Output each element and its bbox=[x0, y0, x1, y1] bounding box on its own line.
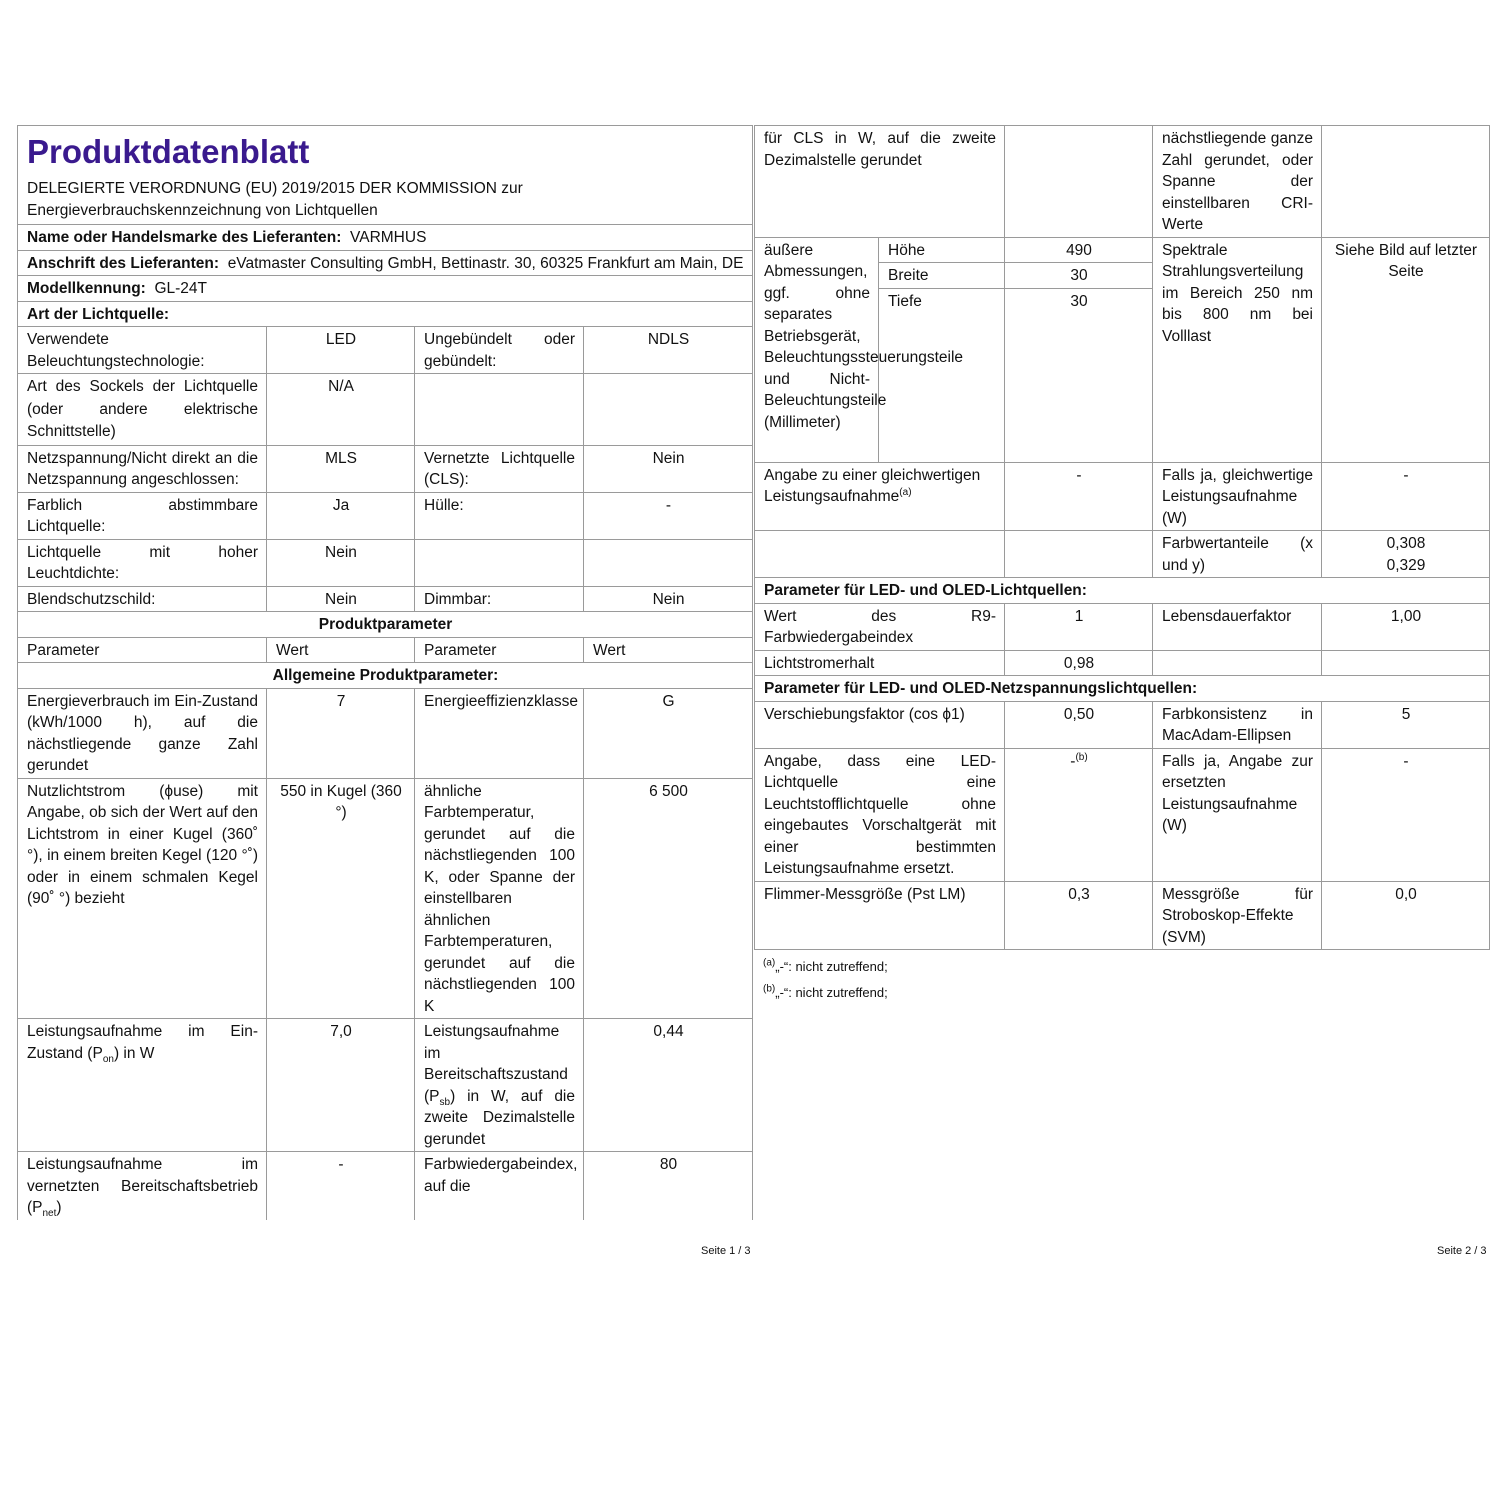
type-cell: Lichtquelle mit hoher Leuchtdichte: bbox=[18, 539, 267, 586]
replace-yes-value: - bbox=[1322, 748, 1490, 881]
regulation-line-2: Energieverbrauchskennzeichnung von Lichtquellen bbox=[27, 202, 378, 219]
spectral-label: Spektrale Strahlungsverteilung im Bereich 250 nm bis 800 nm bei Volllast bbox=[1153, 237, 1322, 462]
type-cell: MLS bbox=[267, 445, 415, 492]
type-cell: Verwendete Beleuchtungstechnologie: bbox=[18, 327, 267, 374]
cri-label: Farbwiedergabeindex, auf die bbox=[415, 1152, 584, 1220]
lifetime-label: Lebensdauerfaktor bbox=[1153, 603, 1322, 650]
lightsource-type-row bbox=[18, 301, 753, 327]
supplier-name-label: Name oder Handelsmarke des Lieferanten: bbox=[27, 229, 342, 246]
footnote-a bbox=[763, 954, 1489, 980]
p-sb-label: Leistungsaufnahme im Bereitschaftszustand (P bbox=[424, 1023, 568, 1105]
type-row bbox=[18, 445, 753, 492]
dimensions-row bbox=[755, 237, 1490, 263]
replace-sup: (b) bbox=[1075, 751, 1088, 763]
type-cell: Nein bbox=[584, 445, 753, 492]
flicker-label: Flimmer-Messgröße (Pst LM) bbox=[755, 881, 1005, 950]
column-header-param: Parameter bbox=[415, 637, 584, 663]
type-row bbox=[18, 539, 753, 586]
cos-label: Verschiebungsfaktor (cos ϕ1) bbox=[755, 701, 1005, 748]
p-net-value: - bbox=[267, 1152, 415, 1220]
replace-value: - bbox=[1070, 752, 1076, 770]
r9-row bbox=[755, 603, 1490, 650]
chroma-values bbox=[1322, 531, 1490, 578]
type-cell: Farblich abstimmbare Lichtquelle: bbox=[18, 492, 267, 539]
footnote-b bbox=[763, 980, 1489, 1006]
power-row bbox=[18, 1019, 753, 1152]
type-row bbox=[18, 374, 753, 446]
spectral-value: Siehe Bild auf letzter Seite bbox=[1322, 237, 1490, 462]
width-value: 30 bbox=[1005, 263, 1153, 289]
macadam-value: 5 bbox=[1322, 701, 1490, 748]
p-net-label-cell bbox=[18, 1152, 267, 1220]
type-row bbox=[18, 327, 753, 374]
led-heading-row bbox=[755, 578, 1490, 604]
type-cell: Nein bbox=[267, 586, 415, 612]
supplier-address-value: eVatmaster Consulting GmbH, Bettinastr. 30, 60325 Frankfurt am Main, DE bbox=[227, 254, 744, 272]
cos-value: 0,50 bbox=[1005, 701, 1153, 748]
type-row bbox=[18, 586, 753, 612]
led-params-heading: Parameter für LED- und OLED-Lichtquellen: bbox=[755, 578, 1490, 604]
general-cell: Nutzlichtstrom (ϕuse) mit Angabe, ob sich der Wert auf den Lichtstrom in einer Kugel (360˚ °), in einem breiten Kegel (120 °˚) oder in einem schmalen Kegel (90˚ °) bezieht bbox=[18, 778, 267, 1019]
page-2 bbox=[754, 125, 1489, 1006]
depth-value: 30 bbox=[1005, 288, 1153, 462]
depth-label: Tiefe bbox=[879, 288, 1005, 462]
chroma-y: 0,329 bbox=[1386, 556, 1426, 574]
type-cell: Vernetzte Lichtquelle (CLS): bbox=[415, 445, 584, 492]
footnote-a-mark: (a) bbox=[763, 957, 776, 969]
empty-cell bbox=[1005, 531, 1153, 578]
column-header-value: Wert bbox=[584, 637, 753, 663]
general-cell: 550 in Kugel (360 °) bbox=[267, 778, 415, 1019]
p-on-label-cell bbox=[18, 1019, 267, 1152]
p-on-label: Leistungsaufnahme im Ein-Zustand (P bbox=[27, 1023, 258, 1062]
model-label: Modellkennung: bbox=[27, 280, 146, 297]
mains-params-heading: Parameter für LED- und OLED-Netzspannungslichtquellen: bbox=[755, 676, 1490, 702]
net-row bbox=[18, 1152, 753, 1220]
flicker-row bbox=[755, 881, 1490, 950]
mains-heading-row bbox=[755, 676, 1490, 702]
macadam-label: Farbkonsistenz in MacAdam-Ellipsen bbox=[1153, 701, 1322, 748]
general-cell: ähnliche Farbtemperatur, gerundet auf die nächstliegenden 100 K, oder Spanne der einstellbaren ähnlichen Farbtemperaturen, gerundet auf die nächstliegenden 100 K bbox=[415, 778, 584, 1019]
cri-value: 80 bbox=[584, 1152, 753, 1220]
p-on-sub: on bbox=[102, 1053, 114, 1065]
lumen-value: 0,98 bbox=[1005, 650, 1153, 676]
continuation-right-cell: nächstliegende ganze Zahl gerundet, oder Spanne der einstellbaren CRI-Werte bbox=[1153, 126, 1322, 238]
column-header-value: Wert bbox=[267, 637, 415, 663]
height-value: 490 bbox=[1005, 237, 1153, 263]
equiv-label: Angabe zu einer gleichwertigen Leistungsaufnahme bbox=[764, 466, 981, 505]
supplier-address-cell bbox=[18, 250, 753, 276]
page-1 bbox=[17, 125, 752, 1220]
general-cell: Energieeffizienzklasse bbox=[415, 688, 584, 778]
lumen-label: Lichtstromerhalt bbox=[755, 650, 1005, 676]
general-cell: G bbox=[584, 688, 753, 778]
r9-value: 1 bbox=[1005, 603, 1153, 650]
equiv-power-row bbox=[755, 462, 1490, 531]
type-cell bbox=[584, 374, 753, 446]
page-number-2: Seite 2 / 3 bbox=[1437, 1245, 1487, 1257]
datasheet-table-page1 bbox=[17, 125, 753, 1220]
chroma-label: Farbwertanteile (x und y) bbox=[1153, 531, 1322, 578]
equiv-yes-label: Falls ja, gleichwertige Leistungsaufnahme (W) bbox=[1153, 462, 1322, 531]
footnote-b-mark: (b) bbox=[763, 983, 776, 995]
svm-label: Messgröße für Stroboskop-Effekte (SVM) bbox=[1153, 881, 1322, 950]
replace-value-cell bbox=[1005, 748, 1153, 881]
r9-label: Wert des R9-Farbwiedergabeindex bbox=[755, 603, 1005, 650]
replace-label: Angabe, dass eine LED-Lichtquelle eine Leuchtstofflichtquelle ohne eingebautes Vorschaltgerät mit einer bestimmten Leistungsaufnahme ersetzt. bbox=[755, 748, 1005, 881]
replace-row bbox=[755, 748, 1490, 881]
equiv-yes-value: - bbox=[1322, 462, 1490, 531]
empty-cell bbox=[1005, 126, 1153, 238]
type-cell: N/A bbox=[267, 374, 415, 446]
type-cell: - bbox=[584, 492, 753, 539]
general-cell: Energieverbrauch im Ein-Zustand (kWh/1000 h), auf die nächstliegende ganze Zahl gerundet bbox=[18, 688, 267, 778]
type-cell bbox=[415, 539, 584, 586]
model-row bbox=[18, 276, 753, 302]
general-row bbox=[18, 778, 753, 1019]
p-net-unit: ) bbox=[56, 1199, 62, 1216]
header-row bbox=[18, 126, 753, 225]
p-net-sub: net bbox=[42, 1208, 57, 1220]
chroma-row bbox=[755, 531, 1490, 578]
model-cell bbox=[18, 276, 753, 302]
p-on-unit: ) in W bbox=[113, 1044, 155, 1062]
lumen-row bbox=[755, 650, 1490, 676]
replace-yes-label: Falls ja, Angabe zur ersetzten Leistungsaufnahme (W) bbox=[1153, 748, 1322, 881]
type-cell: NDLS bbox=[584, 327, 753, 374]
p-sb-unit: ) in W, auf die zweite Dezimalstelle gerundet bbox=[424, 1087, 575, 1148]
supplier-name-row bbox=[18, 225, 753, 251]
model-value: GL-24T bbox=[154, 280, 208, 297]
empty-cell bbox=[1322, 126, 1490, 238]
p-sb-sub: sb bbox=[439, 1096, 451, 1108]
type-cell bbox=[584, 539, 753, 586]
supplier-name-cell bbox=[18, 225, 753, 251]
equiv-value: - bbox=[1005, 462, 1153, 531]
supplier-name-value: VARMHUS bbox=[350, 229, 427, 246]
general-cell: 7 bbox=[267, 688, 415, 778]
type-cell: Nein bbox=[584, 586, 753, 612]
p-net-label: Leistungsaufnahme im vernetzten Bereitschaftsbetrieb (P bbox=[27, 1156, 258, 1216]
equiv-sup: (a) bbox=[899, 486, 912, 498]
product-params-heading-row bbox=[18, 612, 753, 638]
svm-value: 0,0 bbox=[1322, 881, 1490, 950]
header-cell bbox=[18, 126, 753, 225]
height-label: Höhe bbox=[879, 237, 1005, 263]
equiv-label-cell bbox=[755, 462, 1005, 531]
column-header-row bbox=[18, 637, 753, 663]
chroma-x: 0,308 bbox=[1386, 535, 1426, 552]
page-number-1: Seite 1 / 3 bbox=[701, 1245, 751, 1257]
type-row bbox=[18, 492, 753, 539]
lifetime-value: 1,00 bbox=[1322, 603, 1490, 650]
width-label: Breite bbox=[879, 263, 1005, 289]
regulation-line-1: DELEGIERTE VERORDNUNG (EU) 2019/2015 DER KOMMISSION zur bbox=[27, 180, 523, 197]
type-cell: Dimmbar: bbox=[415, 586, 584, 612]
type-cell: Nein bbox=[267, 539, 415, 586]
continuation-left-cell: für CLS in W, auf die zweite Dezimalstelle gerundet bbox=[755, 126, 1005, 238]
dimensions-label: äußere Abmessungen, ggf. ohne separates Betriebsgerät, Beleuchtungssteuerungsteile und Nicht-Beleuchtungsteile (Millimeter) bbox=[755, 237, 879, 462]
type-cell: LED bbox=[267, 327, 415, 374]
continuation-row bbox=[755, 126, 1490, 238]
general-heading-row bbox=[18, 663, 753, 689]
type-cell: Blendschutzschild: bbox=[18, 586, 267, 612]
empty-cell bbox=[1153, 650, 1322, 676]
p-sb-value: 0,44 bbox=[584, 1019, 753, 1152]
flicker-value: 0,3 bbox=[1005, 881, 1153, 950]
type-cell bbox=[415, 374, 584, 446]
type-cell: Ungebündelt oder gebündelt: bbox=[415, 327, 584, 374]
empty-cell bbox=[755, 531, 1005, 578]
empty-cell bbox=[1322, 650, 1490, 676]
type-cell: Netzspannung/Nicht direkt an die Netzspannung angeschlossen: bbox=[18, 445, 267, 492]
type-cell: Ja bbox=[267, 492, 415, 539]
supplier-address-label: Anschrift des Lieferanten: bbox=[27, 254, 220, 272]
column-header-param: Parameter bbox=[18, 637, 267, 663]
datasheet-table-page2 bbox=[754, 125, 1490, 950]
footnote-a-text: „-“: nicht zutreffend; bbox=[775, 959, 888, 974]
type-cell: Art des Sockels der Lichtquelle (oder andere elektrische Schnittstelle) bbox=[18, 374, 267, 446]
product-params-heading: Produktparameter bbox=[18, 612, 753, 638]
p-on-value: 7,0 bbox=[267, 1019, 415, 1152]
footnote-b-text: „-“: nicht zutreffend; bbox=[775, 985, 888, 1000]
cos-row bbox=[755, 701, 1490, 748]
page-title: Produktdatenblatt bbox=[27, 133, 310, 170]
lightsource-type-heading: Art der Lichtquelle: bbox=[18, 301, 753, 327]
p-sb-label-cell bbox=[415, 1019, 584, 1152]
general-cell: 6 500 bbox=[584, 778, 753, 1019]
general-row bbox=[18, 688, 753, 778]
type-cell: Hülle: bbox=[415, 492, 584, 539]
general-params-heading: Allgemeine Produktparameter: bbox=[18, 663, 753, 689]
supplier-address-row bbox=[18, 250, 753, 276]
